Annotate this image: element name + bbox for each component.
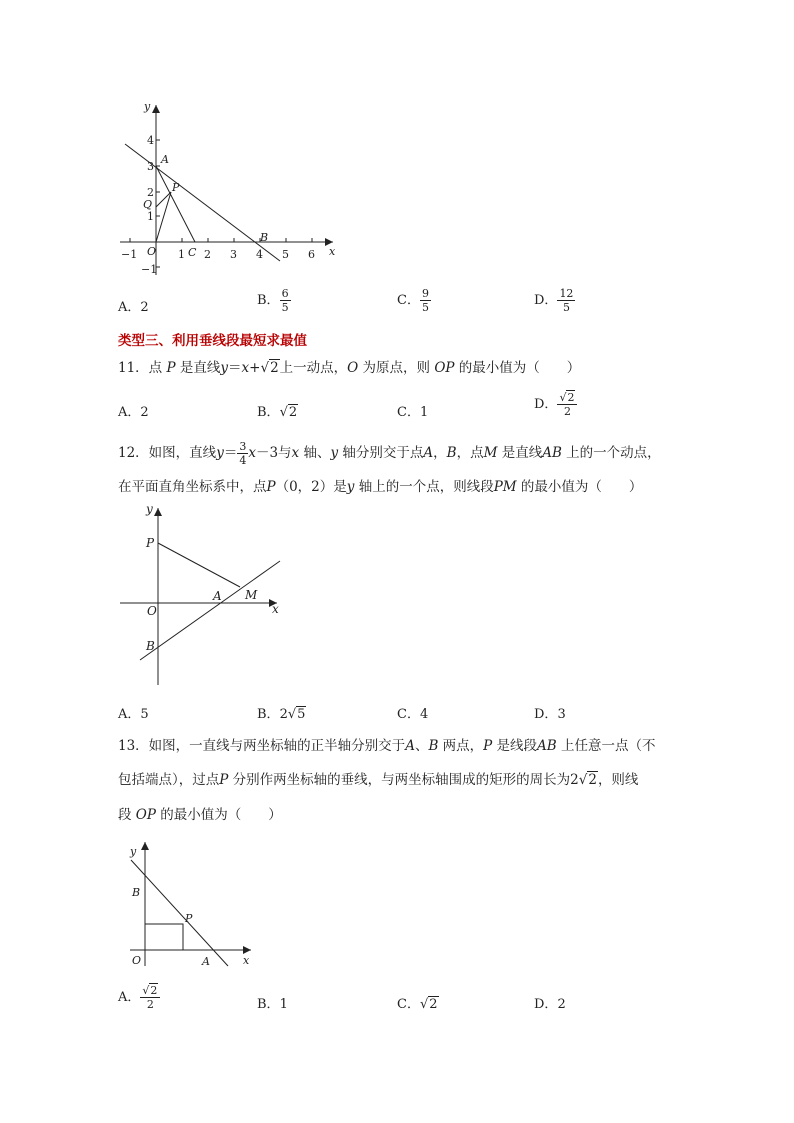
q12-option-a[interactable]: A．5 [118, 707, 149, 722]
point-a-label: A [161, 153, 169, 166]
sqrt: √2 [419, 997, 438, 1012]
q11-option-b[interactable]: B．√2 [257, 405, 298, 420]
segment-ac [156, 166, 195, 242]
sqrt: √5 [287, 707, 306, 722]
x-axis-label: x [243, 954, 250, 967]
q12-option-c[interactable]: C．4 [397, 707, 429, 722]
y-tick-label: 4 [147, 134, 154, 147]
option-letter: A． [118, 300, 141, 315]
point-c-label: C [188, 246, 197, 259]
y-axis-label: y [130, 845, 137, 858]
origin-label: O [132, 954, 142, 967]
x-axis-arrow [243, 946, 251, 954]
section-heading: 类型三、利用垂线段最短求最值 [118, 333, 307, 349]
y-axis-arrow [141, 842, 149, 850]
x-tick-label: 6 [308, 248, 315, 261]
option-letter: D． [534, 293, 558, 308]
q13-option-a[interactable]: A． $\frac{√2}{2}$ [118, 984, 160, 1011]
y-axis-label: y [144, 100, 151, 113]
option-value: 2 [140, 300, 149, 315]
y-axis-arrow [152, 105, 160, 113]
point-b-label: B [260, 231, 269, 244]
point-b-label: B [132, 886, 141, 899]
fraction: $\frac{12}{5}$ [559, 287, 574, 314]
q11-option-d[interactable]: D． $\frac{√2}{2}$ [534, 391, 577, 418]
q12-stem-line2: 在平面直角坐标系中，点P（0，2）是y 轴上的一个点，则线段PM 的最小值为（ ） [118, 479, 643, 495]
y-axis-label: y [146, 502, 153, 516]
q13-option-b[interactable]: B．1 [257, 997, 288, 1012]
origin-label: O [147, 604, 157, 618]
y-axis-arrow [154, 508, 162, 516]
fraction: $\frac{9}{5}$ [421, 287, 429, 314]
point-a-label: A [213, 589, 222, 603]
point-b-label: B [146, 639, 155, 653]
q13-stem-line3: 段 OP 的最小值为（ ） [118, 807, 282, 823]
q10-option-c[interactable] [397, 287, 431, 314]
sqrt: √2 [260, 360, 279, 376]
origin-label: O [147, 245, 157, 258]
q12-figure [115, 500, 290, 690]
fraction: $\frac{3}{4}$ [239, 440, 247, 467]
x-tick-label: 3 [230, 248, 237, 261]
q12-option-b[interactable]: B．2√5 [257, 707, 306, 722]
q13-figure [125, 838, 260, 973]
q10-option-b[interactable] [257, 287, 291, 314]
point-p-label: P [172, 181, 180, 194]
q10-figure [115, 95, 345, 285]
q12-stem-line1: 12．如图，直线y＝ $\frac{3}{4}$ x－3与x 轴、y 轴分别交于点A，B，点M 是直线AB 上的一个动点， [118, 440, 661, 467]
x-tick-label: 1 [178, 248, 185, 261]
point-p-label: P [146, 536, 155, 550]
q13-stem-line2: 包括端点），过点P 分别作两坐标轴的垂线，与两坐标轴围成的矩形的周长为2√2，则线 [118, 772, 639, 788]
line-ab [140, 561, 280, 660]
x-axis-label: x [329, 245, 336, 258]
x-tick-label: 5 [282, 248, 289, 261]
sqrt: √2 [279, 405, 298, 420]
option-letter: B． [257, 293, 280, 308]
point-a-label: A [202, 955, 210, 968]
point-m-label: M [245, 588, 258, 602]
x-axis-label: x [272, 602, 279, 616]
q11-option-c[interactable]: C．1 [397, 405, 429, 420]
q10-option-a[interactable] [118, 296, 149, 315]
y-tick-label: −1 [141, 263, 158, 276]
q13-stem-line1: 13．如图，一直线与两坐标轴的正半轴分别交于A、B 两点，P 是线段AB 上任意一点（不 [118, 738, 656, 754]
q10-option-d[interactable] [534, 287, 575, 314]
y-tick-label: 2 [147, 186, 154, 199]
point-q-label: Q [143, 198, 153, 211]
y-tick-label: 1 [147, 210, 154, 223]
y-tick-label: 3 [147, 160, 154, 173]
q13-option-d[interactable]: D．2 [534, 997, 566, 1012]
sqrt: √2 [578, 772, 597, 788]
x-tick-label: −1 [121, 248, 138, 261]
segment-pm [158, 543, 240, 587]
x-tick-label: 4 [256, 248, 263, 261]
x-tick-label: 2 [204, 248, 211, 261]
option-letter: C． [397, 293, 420, 308]
q13-option-c[interactable]: C．√2 [397, 997, 438, 1012]
fraction: $\frac{√2}{2}$ [140, 984, 160, 1011]
q12-option-d[interactable]: D．3 [534, 707, 566, 722]
point-p-label: P [185, 912, 193, 925]
q11-stem: 11．点 P 是直线y＝x+√2上一动点，O 为原点，则 OP 的最小值为（ ） [118, 360, 581, 376]
fraction: $\frac{6}{5}$ [281, 287, 289, 314]
q11-option-a[interactable]: A．2 [118, 405, 149, 420]
fraction: $\frac{√2}{2}$ [557, 391, 577, 418]
rectangle-opq [145, 924, 183, 950]
